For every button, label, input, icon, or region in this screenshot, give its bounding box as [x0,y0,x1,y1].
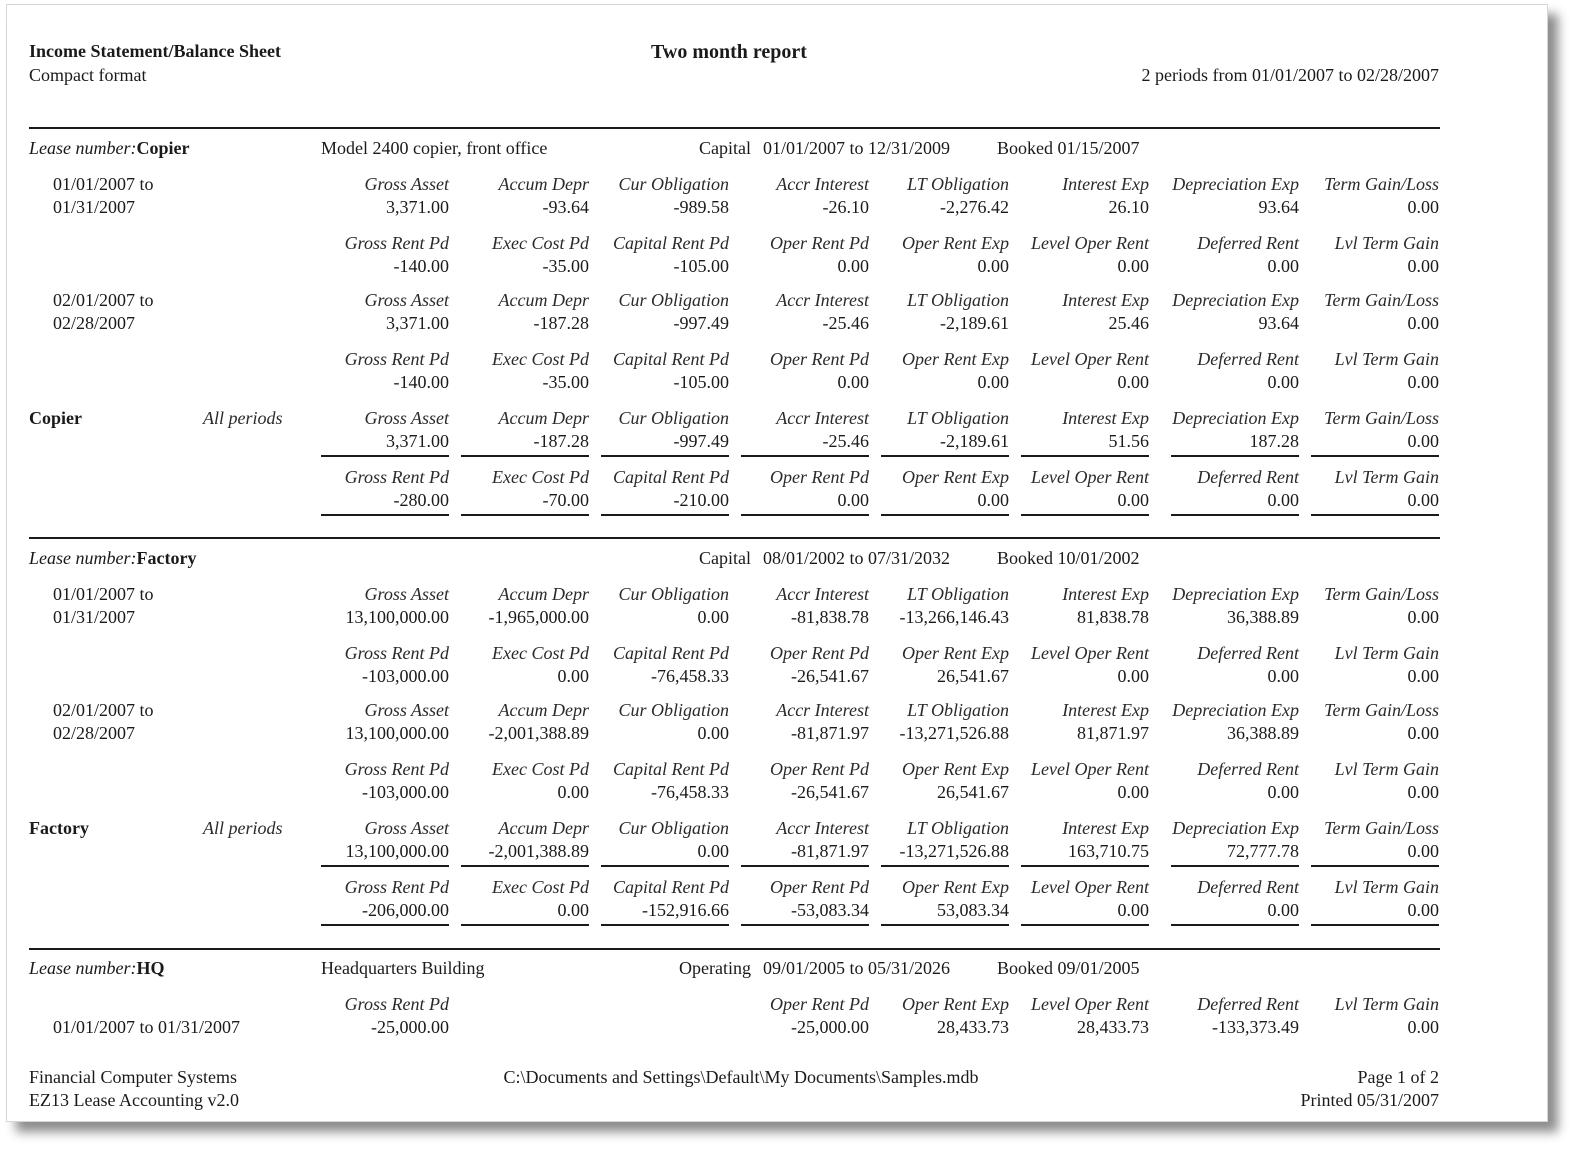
column-label: Cur Obligation [618,174,729,194]
column-label: Term Gain/Loss [1324,290,1439,310]
period-value: -13,271,526.88 [899,723,1009,743]
column-label: Lvl Term Gain [1334,643,1439,663]
period-value: -35.00 [542,372,589,392]
column-label: Oper Rent Exp [902,467,1009,487]
lease-divider [29,948,1440,950]
column-label: Oper Rent Pd [770,467,869,487]
column-label: Lvl Term Gain [1334,233,1439,253]
period-start-date: 01/01/2007 to [53,584,154,604]
period-end-date: 02/28/2007 [53,313,136,333]
column-label: Deferred Rent [1197,643,1299,663]
total-value: 0.00 [1407,841,1439,861]
period-value: -76,458.33 [651,666,729,686]
column-label: Oper Rent Pd [770,643,869,663]
period-value: 0.00 [1407,723,1439,743]
column-label: Oper Rent Pd [770,994,869,1014]
column-label: Oper Rent Pd [770,233,869,253]
column-label: Exec Cost Pd [492,877,589,897]
column-label: Accum Depr [498,290,589,310]
total-value: 163,710.75 [1068,841,1149,861]
lease-number-label: Lease number: [29,548,137,568]
total-underline [1021,455,1149,457]
period-value: 0.00 [1117,782,1149,802]
column-label: Oper Rent Pd [770,877,869,897]
total-underline [741,514,869,516]
total-value: -2,001,388.89 [488,841,589,861]
total-value: -206,000.00 [362,900,449,920]
footer-page-number: Page 1 of 2 [1357,1067,1439,1087]
period-value: -81,871.97 [791,723,869,743]
column-label: Accum Depr [498,700,589,720]
column-label: Interest Exp [1062,408,1149,428]
column-label: Gross Asset [364,290,449,310]
lease-booked: Booked 01/15/2007 [997,138,1140,158]
period-value: 81,838.78 [1077,607,1149,627]
total-underline [461,924,589,926]
total-underline [1171,865,1299,867]
period-value: 0.00 [1117,372,1149,392]
report-name: Two month report [651,41,807,63]
column-label: Deferred Rent [1197,877,1299,897]
lease-divider [29,127,1440,129]
period-value: 0.00 [1267,372,1299,392]
period-value: -105.00 [673,256,729,276]
total-underline [1021,924,1149,926]
column-label: Accum Depr [498,584,589,604]
column-label: Gross Rent Pd [344,467,449,487]
period-value: -2,276.42 [940,197,1009,217]
column-label: Lvl Term Gain [1334,877,1439,897]
period-value: -997.49 [673,313,729,333]
column-label: Depreciation Exp [1172,290,1299,310]
column-label: Capital Rent Pd [613,877,729,897]
total-value: 0.00 [557,900,589,920]
total-underline [881,924,1009,926]
column-label: Capital Rent Pd [613,643,729,663]
period-start-date: 02/01/2007 to [53,700,154,720]
period-value: 93.64 [1258,197,1299,217]
period-value: 28,433.73 [1077,1017,1149,1037]
lease-booked: Booked 09/01/2005 [997,958,1140,978]
total-value: 0.00 [1407,900,1439,920]
column-label: Exec Cost Pd [492,349,589,369]
period-value: -103,000.00 [362,782,449,802]
period-value: -133,373.49 [1212,1017,1299,1037]
total-underline [321,924,449,926]
total-value: -210.00 [673,490,729,510]
period-value: -25,000.00 [791,1017,869,1037]
lease-total-name: Factory [29,818,89,838]
column-label: Gross Rent Pd [344,233,449,253]
lease-number-label: Lease number: [29,138,137,158]
total-underline [1021,514,1149,516]
column-label: Exec Cost Pd [492,467,589,487]
total-underline [1171,924,1299,926]
lease-name: HQ [136,958,165,978]
period-value: 26,541.67 [937,782,1009,802]
column-label: Deferred Rent [1197,233,1299,253]
period-value: 3,371.00 [386,313,449,333]
column-label: Deferred Rent [1197,759,1299,779]
column-label: LT Obligation [907,408,1009,428]
column-label: Oper Rent Exp [902,877,1009,897]
column-label: LT Obligation [907,818,1009,838]
lease-type: Operating [679,958,751,978]
column-label: Term Gain/Loss [1324,700,1439,720]
column-label: Oper Rent Exp [902,759,1009,779]
total-value: 0.00 [977,490,1009,510]
report-page [6,4,1548,1122]
footer-printed-date: Printed 05/31/2007 [1300,1090,1439,1110]
column-label: Lvl Term Gain [1334,349,1439,369]
total-value: 0.00 [1267,490,1299,510]
total-value: 0.00 [1117,900,1149,920]
total-value: -53,083.34 [791,900,869,920]
total-value: -2,189.61 [940,431,1009,451]
column-label: Exec Cost Pd [492,643,589,663]
period-value: 36,388.89 [1227,607,1299,627]
period-value: -26.10 [822,197,869,217]
period-value: 26.10 [1108,197,1149,217]
column-label: Level Oper Rent [1031,349,1149,369]
column-label: LT Obligation [907,584,1009,604]
lease-type: Capital [699,548,751,568]
period-value: 0.00 [1407,313,1439,333]
column-label: Cur Obligation [618,584,729,604]
lease-term: 09/01/2005 to 05/31/2026 [763,958,951,978]
report-title: Income Statement/Balance Sheet [29,41,281,61]
column-label: Gross Asset [364,584,449,604]
column-label: Cur Obligation [618,408,729,428]
total-value: -280.00 [393,490,449,510]
total-value: 0.00 [697,841,729,861]
period-value: 36,388.89 [1227,723,1299,743]
period-value: -35.00 [542,256,589,276]
column-label: Accr Interest [776,584,869,604]
period-value: -140.00 [393,256,449,276]
report-period-range: 2 periods from 01/01/2007 to 02/28/2007 [1141,65,1439,85]
total-value: 187.28 [1249,431,1299,451]
total-underline [741,924,869,926]
total-underline [601,865,729,867]
lease-term: 01/01/2007 to 12/31/2009 [763,138,951,158]
total-underline [321,514,449,516]
lease-header-hq [29,957,165,979]
period-value: 28,433.73 [937,1017,1009,1037]
total-underline [601,924,729,926]
period-value: 0.00 [697,607,729,627]
period-start-date: 01/01/2007 to [53,174,154,194]
period-value: 0.00 [557,782,589,802]
column-label: Accum Depr [498,818,589,838]
period-end-date: 01/31/2007 [53,197,136,217]
period-value: 0.00 [837,372,869,392]
column-label: LT Obligation [907,174,1009,194]
total-underline [1171,455,1299,457]
period-value: 0.00 [1117,666,1149,686]
report-format: Compact format [29,65,147,85]
column-label: Capital Rent Pd [613,759,729,779]
column-label: Gross Rent Pd [344,759,449,779]
column-label: Oper Rent Pd [770,759,869,779]
total-value: 0.00 [1117,490,1149,510]
period-value: 0.00 [1407,782,1439,802]
column-label: Deferred Rent [1197,994,1299,1014]
period-value: 13,100,000.00 [345,607,449,627]
period-value: -2,001,388.89 [488,723,589,743]
column-label: Deferred Rent [1197,467,1299,487]
total-value: -70.00 [542,490,589,510]
lease-type: Capital [699,138,751,158]
column-label: Capital Rent Pd [613,233,729,253]
column-label: Accum Depr [498,408,589,428]
total-value: 0.00 [1267,900,1299,920]
column-label: Interest Exp [1062,818,1149,838]
column-label: Oper Rent Exp [902,643,1009,663]
period-value: 0.00 [1407,256,1439,276]
total-underline [1021,865,1149,867]
column-label: Gross Rent Pd [344,877,449,897]
total-value: -152,916.66 [642,900,729,920]
column-label: Oper Rent Pd [770,349,869,369]
period-value: 0.00 [1407,607,1439,627]
lease-description: Model 2400 copier, front office [321,138,548,158]
total-underline [741,865,869,867]
period-value: -26,541.67 [791,666,869,686]
total-underline [881,865,1009,867]
column-label: Level Oper Rent [1031,643,1149,663]
column-label: Gross Asset [364,174,449,194]
column-label: Oper Rent Exp [902,994,1009,1014]
column-label: Term Gain/Loss [1324,174,1439,194]
column-label: Depreciation Exp [1172,408,1299,428]
period-value: -2,189.61 [940,313,1009,333]
column-label: LT Obligation [907,700,1009,720]
total-underline [881,514,1009,516]
lease-booked: Booked 10/01/2002 [997,548,1140,568]
period-value: -989.58 [673,197,729,217]
total-value: 3,371.00 [386,431,449,451]
total-value: 0.00 [1407,431,1439,451]
lease-number-label: Lease number: [29,958,137,978]
all-periods-label: All periods [203,408,283,428]
column-label: Deferred Rent [1197,349,1299,369]
period-value: -187.28 [533,313,589,333]
period-value: 0.00 [1267,256,1299,276]
total-underline [321,455,449,457]
period-value: 13,100,000.00 [345,723,449,743]
period-value: 0.00 [1117,256,1149,276]
period-value: -25.46 [822,313,869,333]
period-value: -93.64 [542,197,589,217]
period-value: -26,541.67 [791,782,869,802]
column-label: Term Gain/Loss [1324,408,1439,428]
total-value: -187.28 [533,431,589,451]
column-label: Accum Depr [498,174,589,194]
total-underline [1311,514,1439,516]
footer-file-path: C:\Documents and Settings\Default\My Documents\Samples.mdb [503,1067,979,1087]
period-value: 93.64 [1258,313,1299,333]
period-value: -1,965,000.00 [488,607,589,627]
column-label: Depreciation Exp [1172,174,1299,194]
column-label: Gross Asset [364,818,449,838]
total-value: -81,871.97 [791,841,869,861]
total-underline [601,514,729,516]
column-label: Accr Interest [776,290,869,310]
period-value: -81,838.78 [791,607,869,627]
column-label: Accr Interest [776,818,869,838]
column-label: Depreciation Exp [1172,818,1299,838]
total-underline [1311,865,1439,867]
total-underline [321,865,449,867]
period-value: 0.00 [1267,782,1299,802]
lease-description: Headquarters Building [321,958,485,978]
period-value: -13,266,146.43 [899,607,1009,627]
column-label: LT Obligation [907,290,1009,310]
period-value: 25.46 [1108,313,1149,333]
period-value: -103,000.00 [362,666,449,686]
column-label: Gross Asset [364,408,449,428]
column-label: Lvl Term Gain [1334,467,1439,487]
column-label: Term Gain/Loss [1324,584,1439,604]
column-label: Oper Rent Exp [902,233,1009,253]
period-value: 0.00 [837,256,869,276]
total-value: -997.49 [673,431,729,451]
column-label: Interest Exp [1062,174,1149,194]
column-label: Capital Rent Pd [613,467,729,487]
column-label: Cur Obligation [618,290,729,310]
period-value: 81,871.97 [1077,723,1149,743]
total-value: 0.00 [1407,490,1439,510]
column-label: Interest Exp [1062,700,1149,720]
column-label: Gross Asset [364,700,449,720]
column-label: Exec Cost Pd [492,759,589,779]
total-underline [461,514,589,516]
total-underline [741,455,869,457]
total-underline [1311,924,1439,926]
lease-name: Factory [136,548,197,568]
period-value: -140.00 [393,372,449,392]
total-value: 13,100,000.00 [345,841,449,861]
column-label: Accr Interest [776,174,869,194]
lease-divider [29,537,1440,539]
column-label: Cur Obligation [618,700,729,720]
period-value: -105.00 [673,372,729,392]
period-date: 01/01/2007 to 01/31/2007 [53,1017,241,1037]
period-value: 0.00 [977,372,1009,392]
period-start-date: 02/01/2007 to [53,290,154,310]
period-value: 0.00 [1407,1017,1439,1037]
lease-header [29,137,189,159]
total-underline [881,455,1009,457]
lease-term: 08/01/2002 to 07/31/2032 [763,548,951,568]
column-label: Level Oper Rent [1031,877,1149,897]
period-value: 0.00 [977,256,1009,276]
period-value: 0.00 [1407,372,1439,392]
column-label: Capital Rent Pd [613,349,729,369]
column-label: Gross Rent Pd [344,349,449,369]
column-label: Term Gain/Loss [1324,818,1439,838]
period-value: 0.00 [1407,197,1439,217]
column-label: Depreciation Exp [1172,584,1299,604]
column-label: Accr Interest [776,408,869,428]
total-value: 0.00 [837,490,869,510]
period-end-date: 02/28/2007 [53,723,136,743]
total-underline [461,455,589,457]
period-value: 0.00 [1407,666,1439,686]
footer-product: EZ13 Lease Accounting v2.0 [29,1090,239,1110]
column-label: Interest Exp [1062,290,1149,310]
period-value: 0.00 [557,666,589,686]
column-label: Exec Cost Pd [492,233,589,253]
period-value: -25,000.00 [371,1017,449,1037]
column-label: Level Oper Rent [1031,994,1149,1014]
column-label: Lvl Term Gain [1334,759,1439,779]
total-value: 72,777.78 [1227,841,1299,861]
column-label: Level Oper Rent [1031,759,1149,779]
period-value: 26,541.67 [937,666,1009,686]
lease-name: Copier [136,138,190,158]
total-underline [601,455,729,457]
period-value: -76,458.33 [651,782,729,802]
column-label: Cur Obligation [618,818,729,838]
lease-total-name: Copier [29,408,82,428]
column-label: Gross Rent Pd [344,994,449,1014]
column-label: Accr Interest [776,700,869,720]
column-label: Lvl Term Gain [1334,994,1439,1014]
period-value: 0.00 [697,723,729,743]
column-label: Gross Rent Pd [344,643,449,663]
period-value: 0.00 [1267,666,1299,686]
total-underline [1171,514,1299,516]
column-label: Level Oper Rent [1031,467,1149,487]
total-underline [1311,455,1439,457]
period-end-date: 01/31/2007 [53,607,136,627]
footer-company: Financial Computer Systems [29,1067,237,1087]
total-value: -25.46 [822,431,869,451]
column-label: Interest Exp [1062,584,1149,604]
total-value: 53,083.34 [937,900,1009,920]
all-periods-label: All periods [203,818,283,838]
total-value: 51.56 [1108,431,1149,451]
column-label: Oper Rent Exp [902,349,1009,369]
column-label: Depreciation Exp [1172,700,1299,720]
column-label: Level Oper Rent [1031,233,1149,253]
period-value: 3,371.00 [386,197,449,217]
total-value: -13,271,526.88 [899,841,1009,861]
total-underline [461,865,589,867]
lease-header [29,547,196,569]
